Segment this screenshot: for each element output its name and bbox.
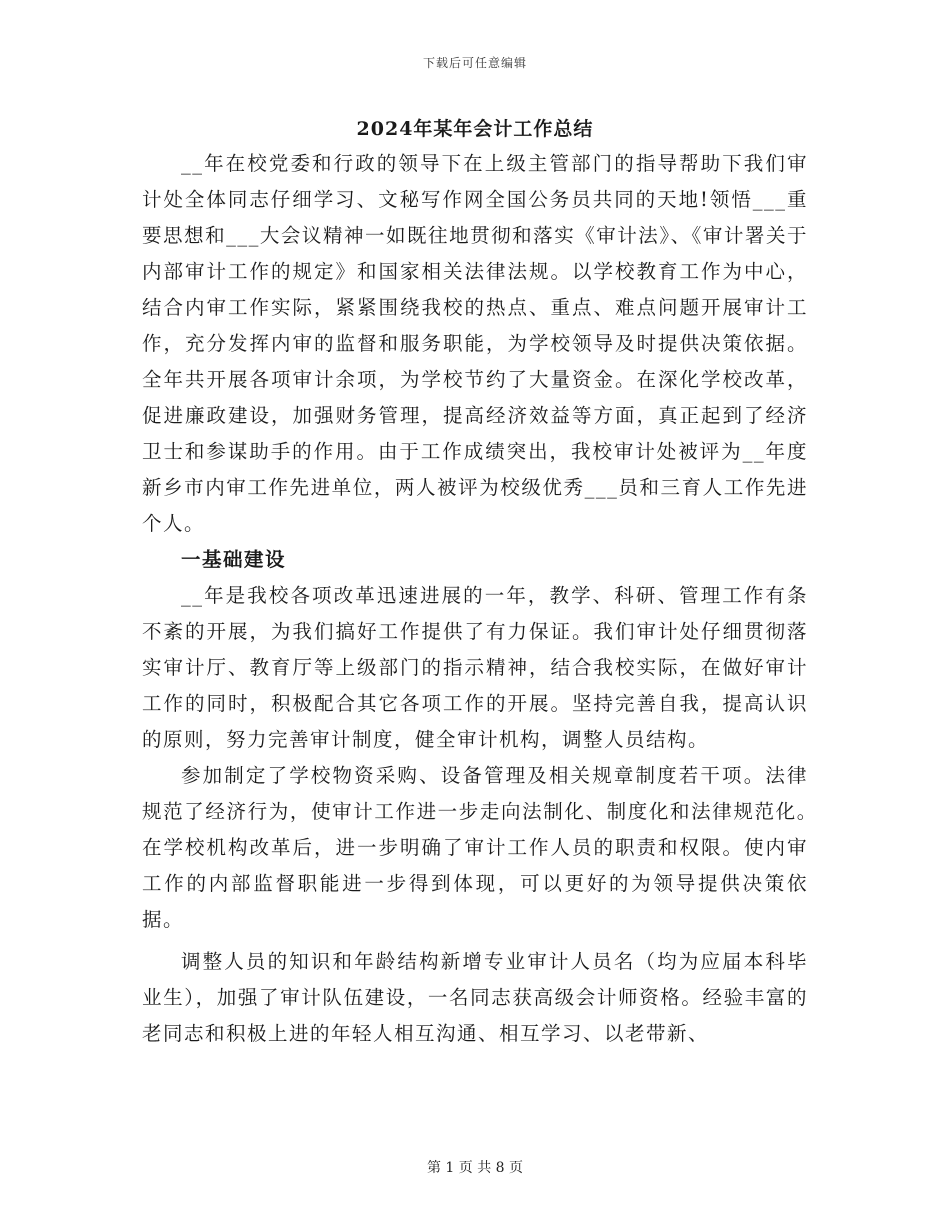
page-header-note: 下载后可任意编辑	[422, 56, 527, 70]
body-paragraph: __年在校党委和行政的领导下在上级主管部门的指导帮助下我们审计处全体同志仔细学习、文秘写作网全国公务员共同的天地!领悟___重要思想和___大会议精神一如既往地贯彻和落实《审计法》、《审计署关于内部审计工作的规定》和国家相关法律法规。以学校教育工作为中心，结合内审工作实际，紧紧围绕我校的热点、重点、难点问题开展审计工作，充分发挥内审的监督和服务职能，为学校领导及时提供决策依据。全年共开展各项审计余项，为学校节约了大量资金。在深化学校改革，促进廉政建设，加强财务管理，提高经济效益等方面，真正起到了经济卫士和参谋助手的作用。由于工作成绩突出，我校审计处被评为__年度新乡市内审工作先进单位，两人被评为校级优秀___员和三育人工作先进个人。	[142, 152, 808, 535]
document-title: 2024年某年会计工作总结	[356, 118, 594, 140]
section-heading: 一基础建设	[181, 548, 287, 571]
document-body	[142, 146, 830, 1052]
page-number-footer: 第 1 页 共 8 页	[426, 1160, 524, 1176]
body-paragraph: 参加制定了学校物资采购、设备管理及相关规章制度若干项。法律规范了经济行为，使审计工作进一步走向法制化、制度化和法律规范化。 在学校机构改革后，进一步明确了审计工作人员的职责和权限。使内审工作的内部监督职能进一步得到体现，可以更好的为领导提供决策依据。	[142, 764, 830, 931]
body-paragraph: __年是我校各项改革迅速进展的一年，教学、科研、管理工作有条不紊的开展，为我们搞好工作提供了有力保证。我们审计处仔细贯彻落实审计厅、教育厅等上级部门的指示精神，结合我校实际，在做好审计工作的同时，积极配合其它各项工作的开展。坚持完善自我，提高认识的原则，努力完善审计制度，健全审计机构，调整人员结构。	[142, 584, 808, 751]
body-paragraph: 调整人员的知识和年龄结构新增专业审计人员名（均为应届本科毕业生），加强了审计队伍建设，一名同志获高级会计师资格。经验丰富的老同志和积极上进的年轻人相互沟通、相互学习、以老带新、	[142, 950, 808, 1045]
